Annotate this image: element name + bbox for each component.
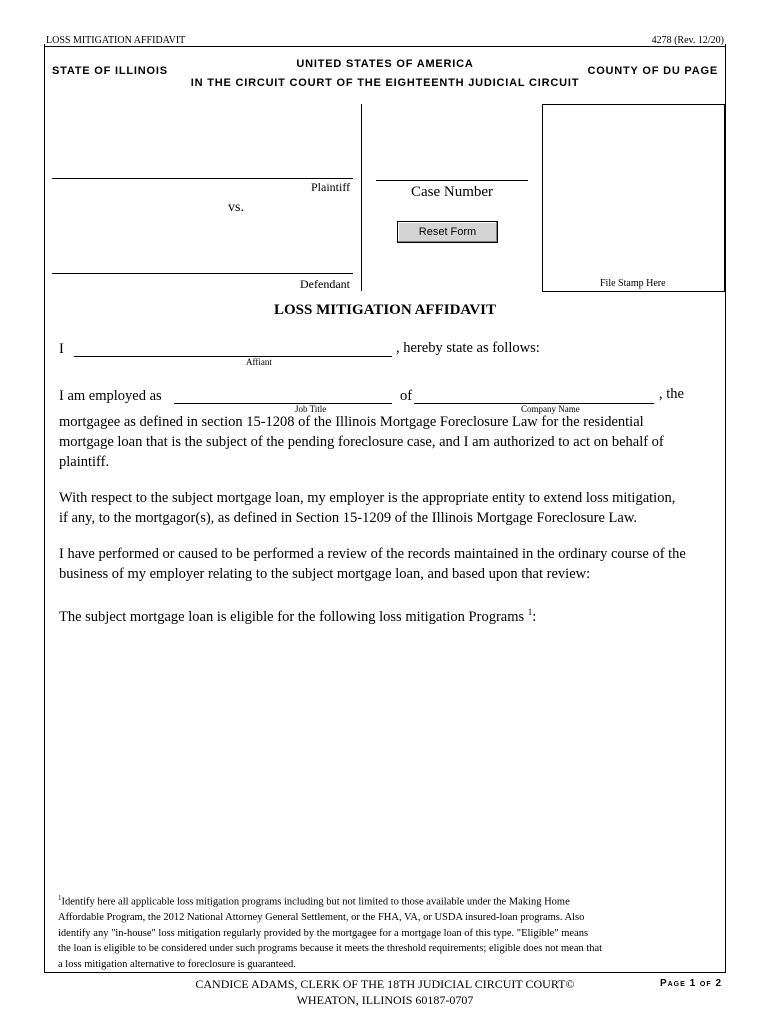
footnote-line2: Affordable Program, the 2012 National Attorney General Settlement, or the FHA, VA, or USDA insured-loan programs. Also — [58, 912, 585, 923]
county-label: COUNTY OF DU PAGE — [587, 65, 718, 77]
para3-line1: I have performed or caused to be performed a review of the records maintained in the ordinary course of the — [59, 546, 686, 562]
para4-end: : — [532, 608, 537, 625]
job-title-field[interactable] — [174, 387, 392, 404]
clerk-line: CANDICE ADAMS, CLERK OF THE 18TH JUDICIAL CIRCUIT COURT© — [195, 977, 575, 991]
para1-line2: mortgage loan that is the subject of the pending foreclosure case, and I am authorized to act on behalf of — [59, 434, 664, 450]
para3-line2: business of my employer relating to the subject mortgage loan, and based upon that review: — [59, 566, 591, 582]
case-number-label: Case Number — [410, 184, 494, 200]
state-label: STATE OF ILLINOIS — [52, 65, 168, 77]
document-title: LOSS MITIGATION AFFIDAVIT — [274, 302, 496, 318]
footnote-line5: a loss mitigation alternative to foreclosure is guaranteed. — [58, 958, 296, 970]
page-indicator: Page 1 of 2 — [659, 978, 722, 989]
of-text: of — [400, 388, 413, 404]
footnote-line4: the loan is eligible to be considered under such programs because it meets the threshold requirements; eligible does not mean that — [58, 943, 603, 954]
defendant-label: Defendant — [300, 277, 350, 291]
company-name-field[interactable] — [414, 387, 654, 404]
form-number: 4278 (Rev. 12/20) — [651, 35, 724, 46]
address-line: WHEATON, ILLINOIS 60187-0707 — [296, 993, 474, 1007]
para2-line1: With respect to the subject mortgage loan, my employer is the appropriate entity to extend loss mitigation, — [59, 490, 676, 506]
job-title-label: Job Title — [295, 404, 327, 414]
affiant-label: Affiant — [246, 357, 272, 367]
footnote-line1: $^1$Identify here all applicable loss mitigation programs including but not limited to those available under the Making Home — [58, 894, 570, 908]
court-label: IN THE CIRCUIT COURT OF THE EIGHTEENTH JUDICIAL CIRCUIT — [190, 77, 580, 89]
plaintiff-line[interactable] — [52, 178, 353, 179]
file-stamp-box — [542, 104, 725, 292]
vs-label: vs. — [228, 200, 244, 215]
defendant-line[interactable] — [52, 273, 353, 274]
reset-form-button[interactable]: Reset Form — [397, 221, 498, 243]
affiant-field[interactable] — [74, 340, 392, 357]
footnote-ref: 1 — [527, 607, 533, 617]
caption-divider — [361, 104, 362, 291]
para4 — [59, 602, 536, 627]
footnote-line3: identify any "in-house" loss mitigation regularly provided by the mortgagee for a mortgage loan of this type. "Eligible" means — [58, 927, 589, 939]
company-name-label: Company Name — [521, 404, 580, 414]
the-text: , the — [659, 386, 684, 402]
plaintiff-label: Plaintiff — [311, 180, 351, 194]
form-title-header: LOSS MITIGATION AFFIDAVIT — [46, 35, 186, 46]
i-label: I — [59, 341, 64, 357]
country-label: UNITED STATES OF AMERICA — [296, 58, 474, 70]
programs-textarea[interactable] — [58, 630, 713, 880]
case-number-line[interactable] — [376, 180, 528, 181]
para2-line2: if any, to the mortgagor(s), as defined in Section 15-1209 of the Illinois Mortgage Foreclosure Law. — [59, 510, 637, 526]
para4-text: The subject mortgage loan is eligible for the following loss mitigation Programs — [59, 608, 525, 625]
employed-text: I am employed as — [59, 388, 162, 404]
footnote — [58, 891, 723, 972]
hereby-text: , hereby state as follows: — [396, 340, 540, 356]
file-stamp-label: File Stamp Here — [600, 278, 666, 289]
para1-line3: plaintiff. — [59, 454, 110, 470]
para1-line1: mortgagee as defined in section 15-1208 of the Illinois Mortgage Foreclosure Law for the residential — [59, 414, 644, 430]
